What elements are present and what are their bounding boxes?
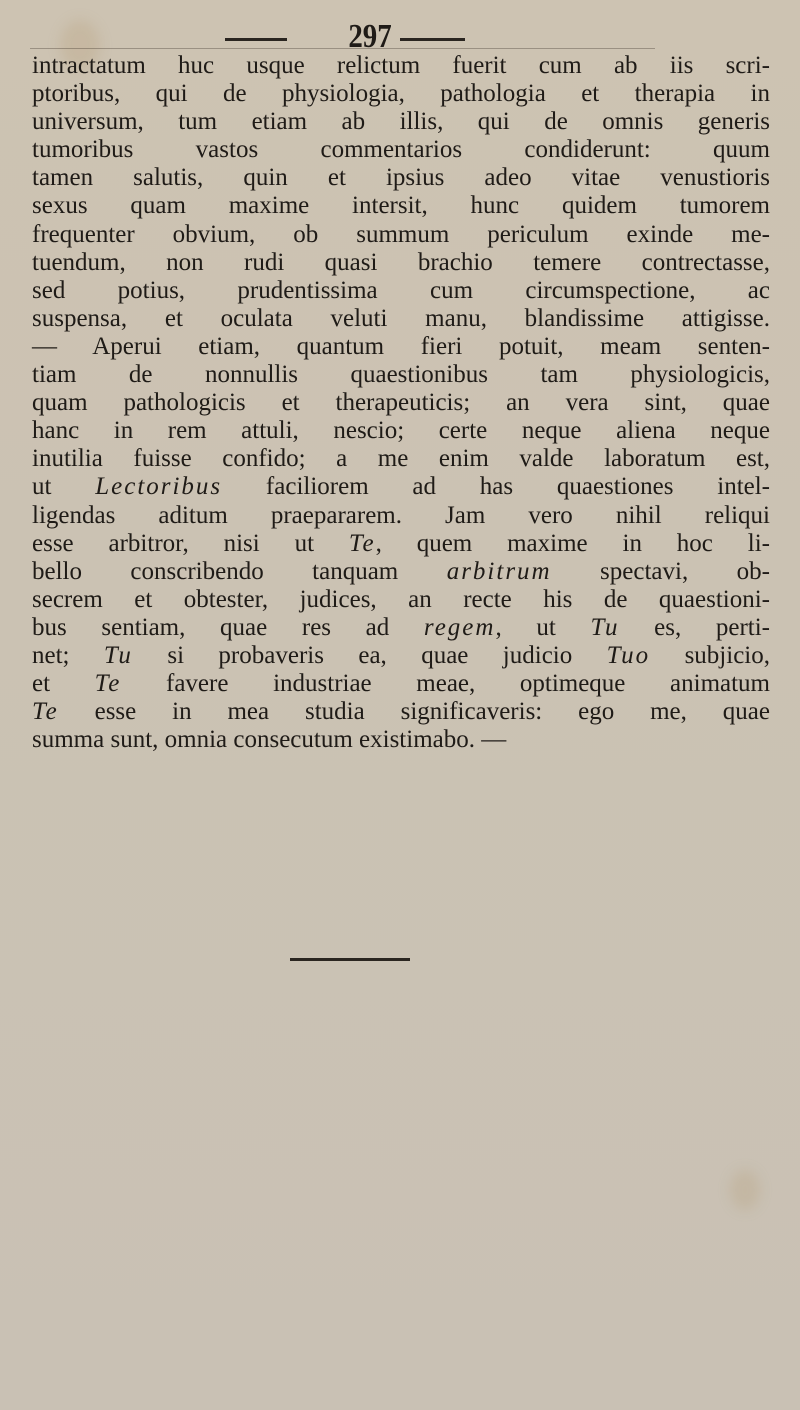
text-line: [32, 361, 770, 389]
text-segment: tumoribus vastos commentarios condiderunt: quum: [32, 136, 770, 164]
text-line: [32, 389, 770, 417]
italic-text: Tu: [103, 641, 133, 669]
text-line: [32, 164, 770, 192]
text-line: [32, 249, 770, 277]
text-line: [32, 136, 770, 164]
text-segment: sed potius, prudentissima cum circumspectione, ac: [32, 276, 770, 304]
page-number: 297: [348, 18, 392, 55]
text-line: [32, 642, 770, 670]
text-segment: secrem et obtester, judices, an recte his de quaestioni-: [32, 585, 770, 613]
text-segment: esse arbitror, nisi ut: [32, 529, 349, 557]
header-dash-right: [400, 38, 465, 41]
italic-text: arbitrum: [446, 557, 552, 585]
closing-rule: [290, 958, 410, 961]
text-line: [32, 502, 770, 530]
text-segment: esse in mea studia significaveris: ego me, quae: [58, 698, 770, 726]
text-segment: favere industriae meae, optimeque animatum: [121, 670, 771, 698]
text-segment: — Aperui etiam, quantum fieri potuit, meam senten-: [32, 332, 770, 360]
text-line: [32, 726, 770, 754]
text-segment: bus sentiam, quae res ad: [32, 613, 424, 641]
text-segment: tamen salutis, quin et ipsius adeo vitae venustioris: [32, 164, 770, 192]
italic-text: Lectoribus: [95, 473, 223, 501]
text-segment: tiam de nonnullis quaestionibus tam physiologicis,: [32, 361, 770, 389]
text-segment: bello conscribendo tanquam: [32, 557, 447, 585]
text-segment: faciliorem ad has quaestiones intel-: [222, 473, 771, 501]
italic-text: regem: [423, 613, 496, 641]
text-segment: intractatum huc usque relictum fuerit cum ab iis scri-: [32, 52, 770, 79]
text-segment: es, perti-: [619, 613, 770, 641]
text-line: [32, 586, 770, 614]
text-segment: spectavi, ob-: [551, 557, 770, 585]
body-text: [32, 52, 770, 754]
italic-text: Te: [32, 698, 59, 726]
text-line: [32, 192, 770, 220]
text-line: [32, 473, 770, 501]
text-line: [32, 530, 770, 558]
italic-text: Te: [94, 670, 122, 698]
text-line: [32, 670, 770, 698]
text-segment: ut: [32, 473, 96, 501]
text-line: [32, 445, 770, 473]
text-segment: summa sunt, omnia consecutum existimabo. —: [32, 726, 507, 754]
text-segment: inutilia fuisse confido; a me enim valde laboratum est,: [32, 445, 770, 473]
text-segment: quam pathologicis et therapeuticis; an vera sint, quae: [32, 389, 770, 417]
text-segment: net;: [32, 641, 104, 669]
text-segment: subjicio,: [650, 641, 770, 669]
text-line: [32, 333, 770, 361]
text-line: [32, 80, 770, 108]
italic-text: Tuo: [606, 641, 651, 669]
text-line: [32, 614, 770, 642]
italic-text: Te: [348, 529, 376, 557]
text-line: [32, 277, 770, 305]
text-segment: suspensa, et oculata veluti manu, blandissime attigisse.: [32, 304, 770, 332]
header-dash-left: [225, 38, 287, 41]
text-segment: ptoribus, qui de physiologia, pathologia et therapia in: [32, 80, 770, 108]
text-line: [32, 698, 770, 726]
header-rule: [30, 48, 655, 49]
text-segment: universum, tum etiam ab illis, qui de omnis generis: [32, 108, 770, 136]
text-line: [32, 108, 770, 136]
text-segment: frequenter obvium, ob summum periculum exinde me-: [32, 220, 770, 248]
text-segment: ligendas aditum praepararem. Jam vero nihil reliqui: [32, 501, 770, 529]
text-segment: et: [32, 670, 95, 698]
italic-text: Tu: [590, 613, 620, 641]
text-segment: , ut: [495, 613, 591, 641]
text-segment: si probaveris ea, quae judicio: [132, 641, 607, 669]
text-line: [32, 417, 770, 445]
text-segment: , quem maxime in hoc li-: [375, 529, 770, 557]
page-header: [0, 18, 800, 55]
text-segment: hanc in rem attuli, nescio; certe neque aliena neque: [32, 417, 770, 445]
paper-stain: [730, 1170, 760, 1210]
text-line: [32, 305, 770, 333]
text-line: [32, 52, 770, 80]
text-line: [32, 558, 770, 586]
text-line: [32, 221, 770, 249]
text-segment: tuendum, non rudi quasi brachio temere contrectasse,: [32, 248, 770, 276]
text-segment: sexus quam maxime intersit, hunc quidem tumorem: [32, 192, 770, 220]
